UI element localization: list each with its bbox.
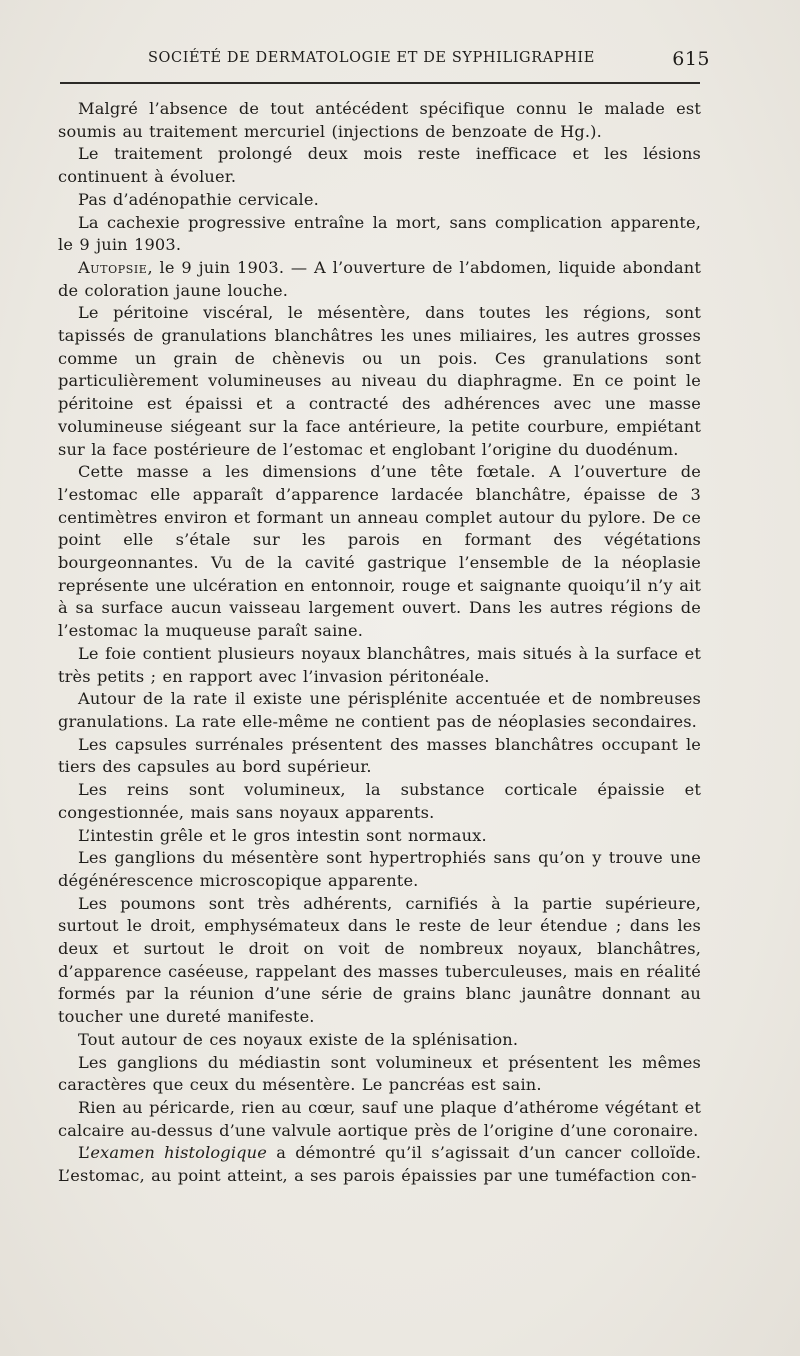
paragraph-lungs: Les poumons sont très adhérents, carnifiés à la partie supérieure, surtout le droit, emphysémateux dans le reste de leur étendue ; dans les deux et surtout le droit on voit de nombreux noyaux, blanchâtres, d’apparence caséeuse, rappelant des masses tuberculeuses, mais en réalité formés par la réunion d’une série de grains blanc jaunâtre donnant au toucher une dureté manifeste.: [58, 893, 701, 1027]
running-head: [60, 48, 710, 72]
paragraph-mesenteric-ganglia: Les ganglions du mésentère sont hypertrophiés sans qu’on y trouve une dégénérescence microscopique apparente.: [58, 848, 701, 890]
paragraph-treatment-failure: Le traitement prolongé deux mois reste inefficace et les lésions continuent à évoluer.: [58, 144, 701, 187]
paragraph-intestine: L’intestin grêle et le gros intestin sont normaux.: [78, 825, 487, 845]
paragraph-stomach-mass: Cette masse a les dimensions d’une tête fœtale. A l’ouverture de l’estomac elle apparaît d’apparence lardacée blanchâtre, épaisse de 3 centimètres environ et formant un anneau complet autour du pylore. De ce point elle s’étale sur les parois en formant des végétations bourgeonnantes. Vu de la cavité gastrique l’ensemble de la néoplasie représente une ulcération en entonnoir, rouge et saignante quoiqu’il n’y ait à sa surface aucun vaisseau largement ouvert. Dans les autres régions de l’estomac la muqueuse paraît saine.: [58, 462, 701, 641]
paragraph-kidneys: Les reins sont volumineux, la substance corticale épaissie et congestionnée, mais sans noyaux apparents.: [58, 780, 701, 822]
paragraph-death: La cachexie progressive entraîne la mort, sans complication apparente, le 9 juin 1903.: [58, 212, 701, 255]
paragraph-mediastinum: Les ganglions du médiastin sont volumineux et présentent les mêmes caractères que ceux du mésentère. Le pancréas est sain.: [58, 1052, 701, 1095]
running-title: SOCIÉTÉ DE DERMATOLOGIE ET DE SYPHILIGRAPHIE: [148, 50, 595, 66]
body-text: [58, 98, 701, 1188]
paragraph-liver: Le foie contient plusieurs noyaux blanchâtres, mais situés à la surface et très petits ; en rapport avec l’invasion péritonéale.: [58, 643, 701, 686]
paragraph-adenopathy: Pas d’adénopathie cervicale.: [78, 189, 319, 209]
autopsy-text: , le 9 juin 1903. — A l’ouverture de l’abdomen, liquide abondant de coloration jaune louche.: [58, 257, 701, 300]
paragraph-adrenals: Les capsules surrénales présentent des masses blanchâtres occupant le tiers des capsules au bord supérieur.: [58, 734, 701, 777]
paragraph-histology: [58, 1142, 701, 1187]
autopsy-label: Autopsie: [78, 257, 148, 277]
header-rule: [60, 82, 700, 84]
histology-lead: L’: [78, 1143, 91, 1163]
paragraph-treatment: Malgré l’absence de tout antécédent spécifique connu le malade est soumis au traitement mercuriel (injections de benzoate de Hg.).: [58, 99, 701, 141]
paragraph-heart: Rien au péricarde, rien au cœur, sauf une plaque d’athérome végétant et calcaire au-dessus d’une valvule aortique près de l’origine d’une coronaire.: [58, 1097, 701, 1140]
page-number: 615: [672, 48, 710, 70]
histology-italic: examen histologique: [90, 1143, 267, 1163]
paragraph-splenisation: Tout autour de ces noyaux existe de la splénisation.: [78, 1029, 519, 1049]
paragraph-peritoneum: Le péritoine viscéral, le mésentère, dans toutes les régions, sont tapissés de granulations blanchâtres les unes miliaires, les autres grosses comme un grain de chènevis ou un pois. Ces granulations sont particulièrement volumineuses au niveau du diaphragme. En ce point le péritoine est épaissi et a contracté des adhérences avec une masse volumineuse siégeant sur la face antérieure, la petite courbure, empiétant sur la face postérieure de l’estomac et englobant l’origine du duodénum.: [58, 303, 701, 459]
paragraph-spleen: Autour de la rate il existe une périsplénite accentuée et de nombreuses granulations. La rate elle-même ne contient pas de néoplasies secondaires.: [58, 689, 701, 731]
histology-text: a démontré qu’il s’agissait d’un cancer colloïde. L’estomac, au point atteint, a ses parois épaissies par une tuméfaction con-: [58, 1143, 701, 1186]
paragraph-autopsy: [58, 257, 701, 302]
